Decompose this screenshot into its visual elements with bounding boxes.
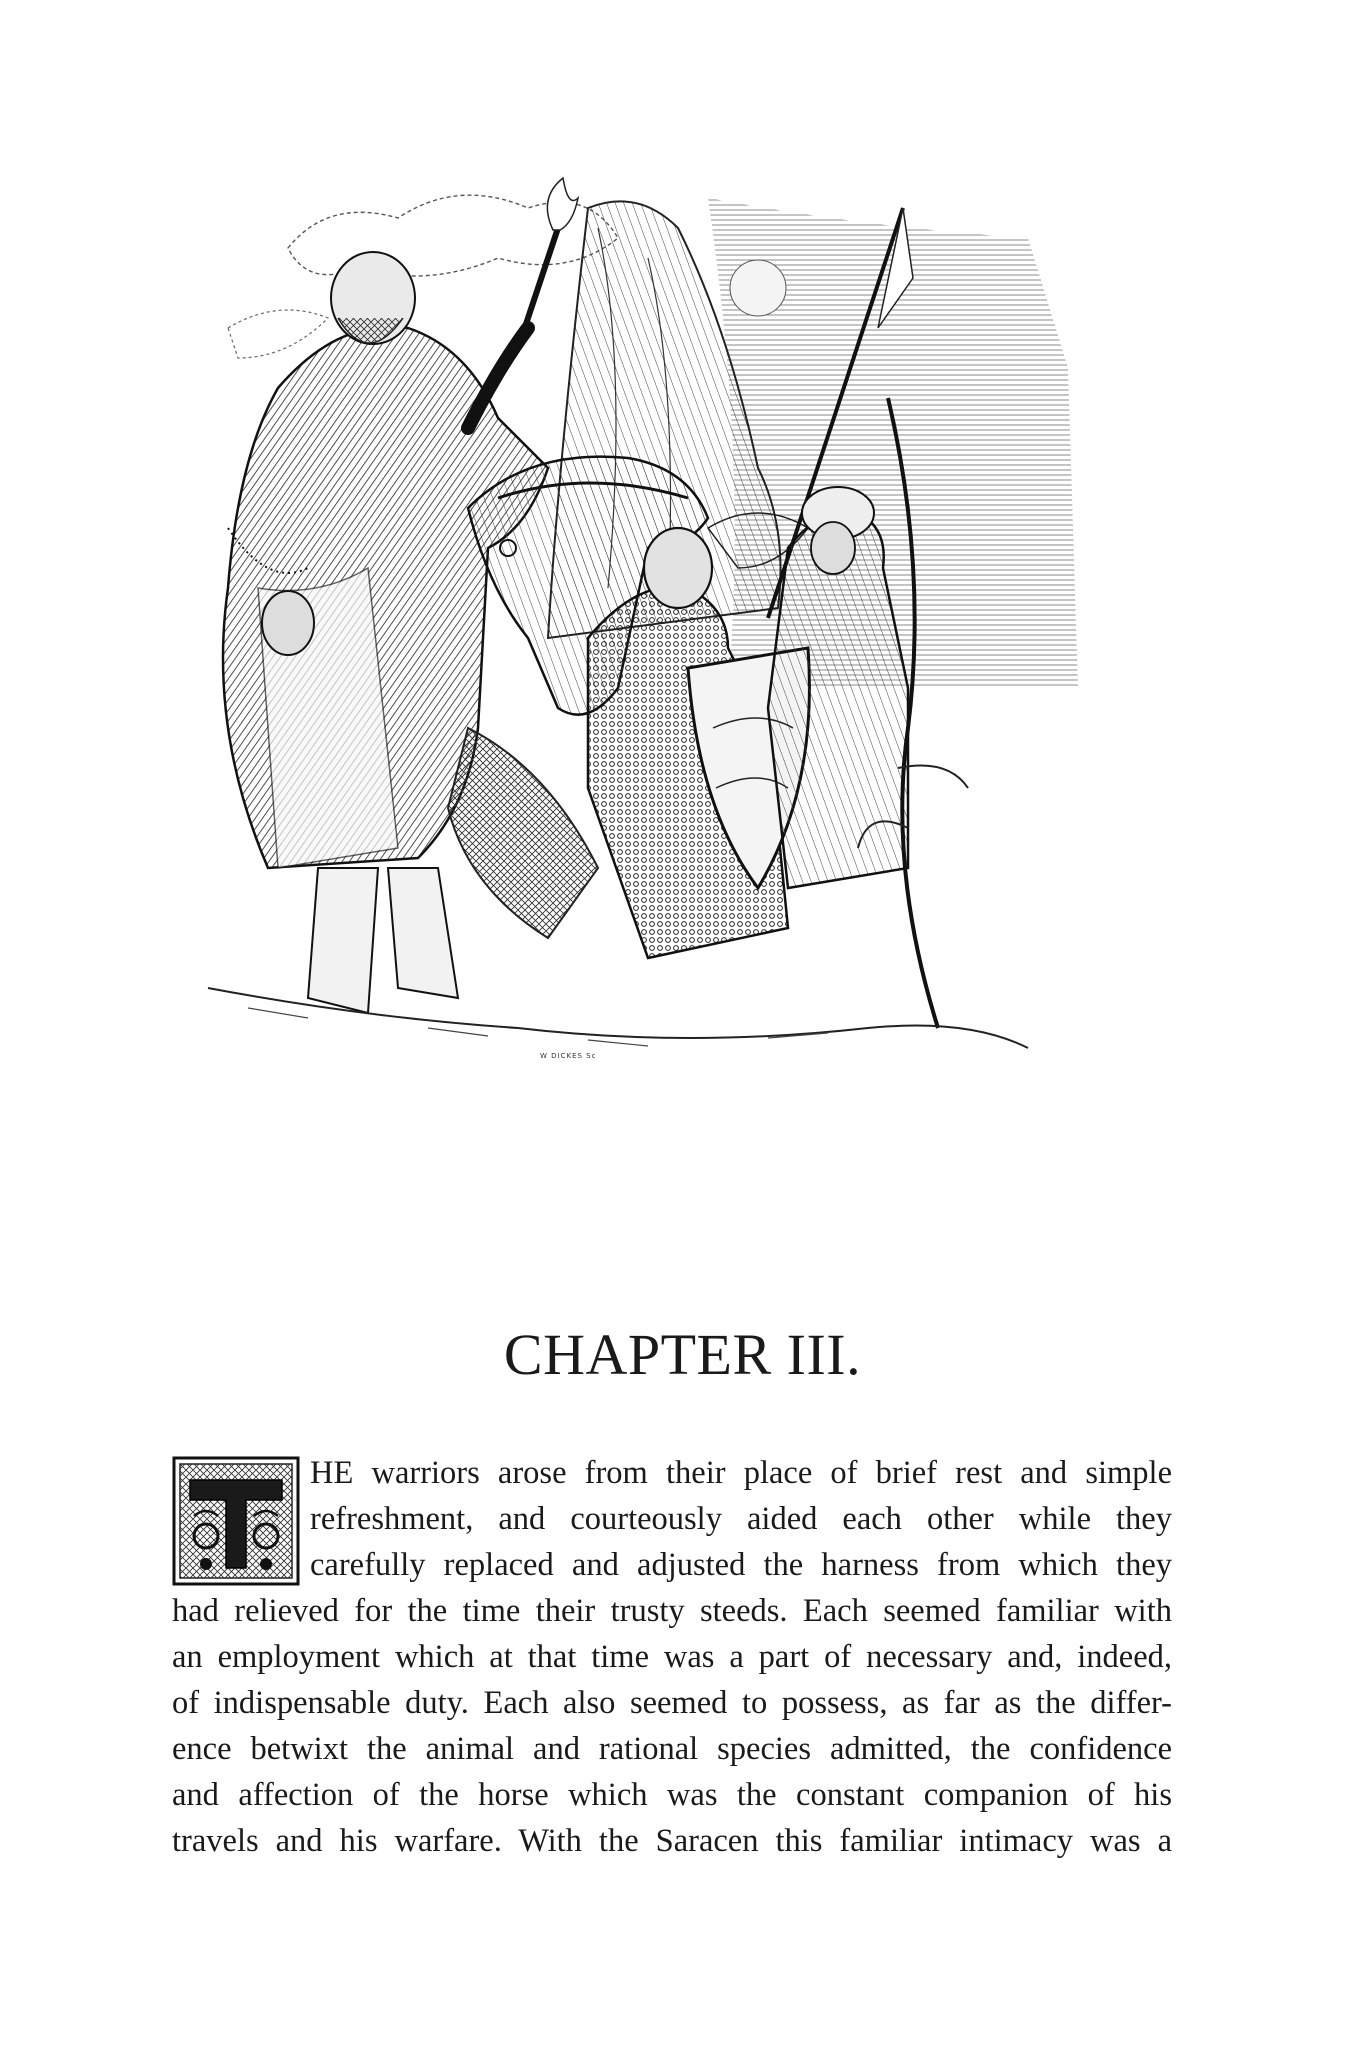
drop-cap-letter <box>172 1456 300 1586</box>
text-line: an employment which at that time was a part of necessary and, indeed, <box>172 1639 1172 1675</box>
engraving-art <box>168 168 1168 1220</box>
engraver-signature: W DICKES Sc <box>540 1052 597 1060</box>
moon <box>730 260 786 316</box>
horse-body <box>448 728 598 938</box>
knight-helmet <box>644 528 712 608</box>
text-line: ence betwixt the animal and rational species admitted, the confidence <box>172 1731 1172 1767</box>
text-line: carefully replaced and adjusted the harness from which they <box>310 1547 1172 1583</box>
text-line: travels and his warfare. With the Saracen this familiar intimacy was a <box>172 1823 1172 1859</box>
text-line: of indispensable duty. Each also seemed to possess, as far as the differ- <box>172 1685 1172 1721</box>
chapter-illustration <box>168 168 1168 1220</box>
ornamental-initial-icon <box>172 1456 300 1586</box>
text-line: HE warriors arose from their place of brief rest and simple <box>310 1455 1172 1491</box>
text-line: and affection of the horse which was the constant companion of his <box>172 1777 1172 1813</box>
gourd <box>262 591 314 655</box>
text-line: had relieved for the time their trusty steeds. Each seemed familiar with <box>172 1593 1172 1629</box>
svg-text:T: T <box>235 1532 237 1533</box>
text-line: refreshment, and courteously aided each other while they <box>310 1501 1172 1537</box>
chapter-title: CHAPTER III. <box>503 1322 862 1387</box>
torch <box>518 228 558 348</box>
